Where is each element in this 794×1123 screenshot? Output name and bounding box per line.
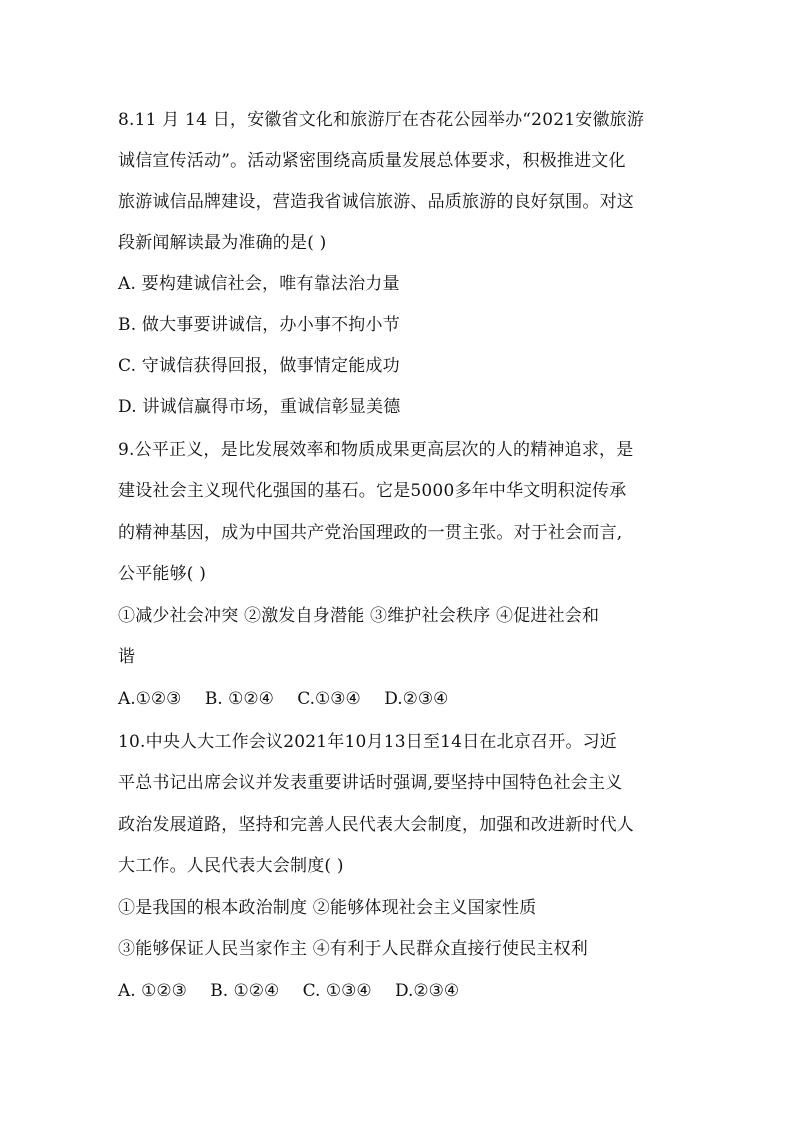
q10-stem-line-3: 政治发展道路，坚持和完善人民代表大会制度，加强和改进新时代人 bbox=[118, 815, 634, 835]
q9-choice-b: B. ①②④ bbox=[204, 689, 274, 709]
q8-option-d: D. 讲诚信赢得市场，重诚信彰显美德 bbox=[118, 397, 401, 417]
q9-stem-line-1: 9.公平正义，是比发展效率和物质成果更高层次的人的精神追求，是 bbox=[118, 440, 634, 460]
q10-stem-line-1: 10.中央人大工作会议2021年10月13日至14日在北京召开。习近 bbox=[118, 732, 617, 752]
q9-choice-d: D.②③④ bbox=[384, 689, 449, 709]
q10-choice-a: A. ①②③ bbox=[118, 981, 187, 1001]
q10-choice-b: B. ①②④ bbox=[210, 981, 280, 1001]
q8-stem-line-4: 段新闻解读最为准确的是( ) bbox=[118, 233, 327, 253]
q9-stem-line-3: 的精神基因，成为中国共产党治国理政的一贯主张。对于社会而言, bbox=[118, 523, 623, 543]
q10-stem-line-2: 平总书记出席会议并发表重要讲话时强调,要坚持中国特色社会主义 bbox=[118, 773, 623, 793]
q9-stem-line-4: 公平能够( ) bbox=[118, 564, 207, 584]
q8-option-b: B. 做大事要讲诚信，办小事不拘小节 bbox=[118, 315, 400, 335]
q9-choice-a: A.①②③ bbox=[118, 689, 182, 709]
q8-option-c: C. 守诚信获得回报，做事情定能成功 bbox=[118, 356, 400, 376]
q10-stem-line-4: 大工作。人民代表大会制度( ) bbox=[118, 856, 344, 876]
q8-option-a: A. 要构建诚信社会，唯有靠法治力量 bbox=[118, 274, 400, 294]
q9-statements-line-1: ①减少社会冲突 ②激发自身潜能 ③维护社会秩序 ④促进社会和 bbox=[118, 606, 600, 626]
q8-stem-line-3: 旅游诚信品牌建设，营造我省诚信旅游、品质旅游的良好氛围。对这 bbox=[118, 192, 634, 212]
q10-choice-c: C. ①③④ bbox=[302, 981, 372, 1001]
q9-choices bbox=[118, 687, 466, 711]
q8-stem-line-1: 8.11 月 14 日，安徽省文化和旅游厅在杏花公园举办“2021安徽旅游 bbox=[118, 110, 645, 130]
q9-statements-line-2: 谐 bbox=[118, 647, 136, 667]
q8-stem-line-2: 诚信宣传活动”。活动紧密围绕高质量发展总体要求，积极推进文化 bbox=[118, 151, 626, 171]
q10-statements-line-2: ③能够保证人民当家作主 ④有利于人民群众直接行使民主权利 bbox=[118, 939, 589, 959]
q10-choice-d: D.②③④ bbox=[395, 981, 460, 1001]
q9-choice-c: C.①③④ bbox=[297, 689, 361, 709]
q10-choices bbox=[118, 979, 477, 1003]
q9-stem-line-2: 建设社会主义现代化强国的基石。它是5000多年中华文明积淀传承 bbox=[118, 481, 627, 501]
q10-statements-line-1: ①是我国的根本政治制度 ②能够体现社会主义国家性质 bbox=[118, 898, 537, 918]
